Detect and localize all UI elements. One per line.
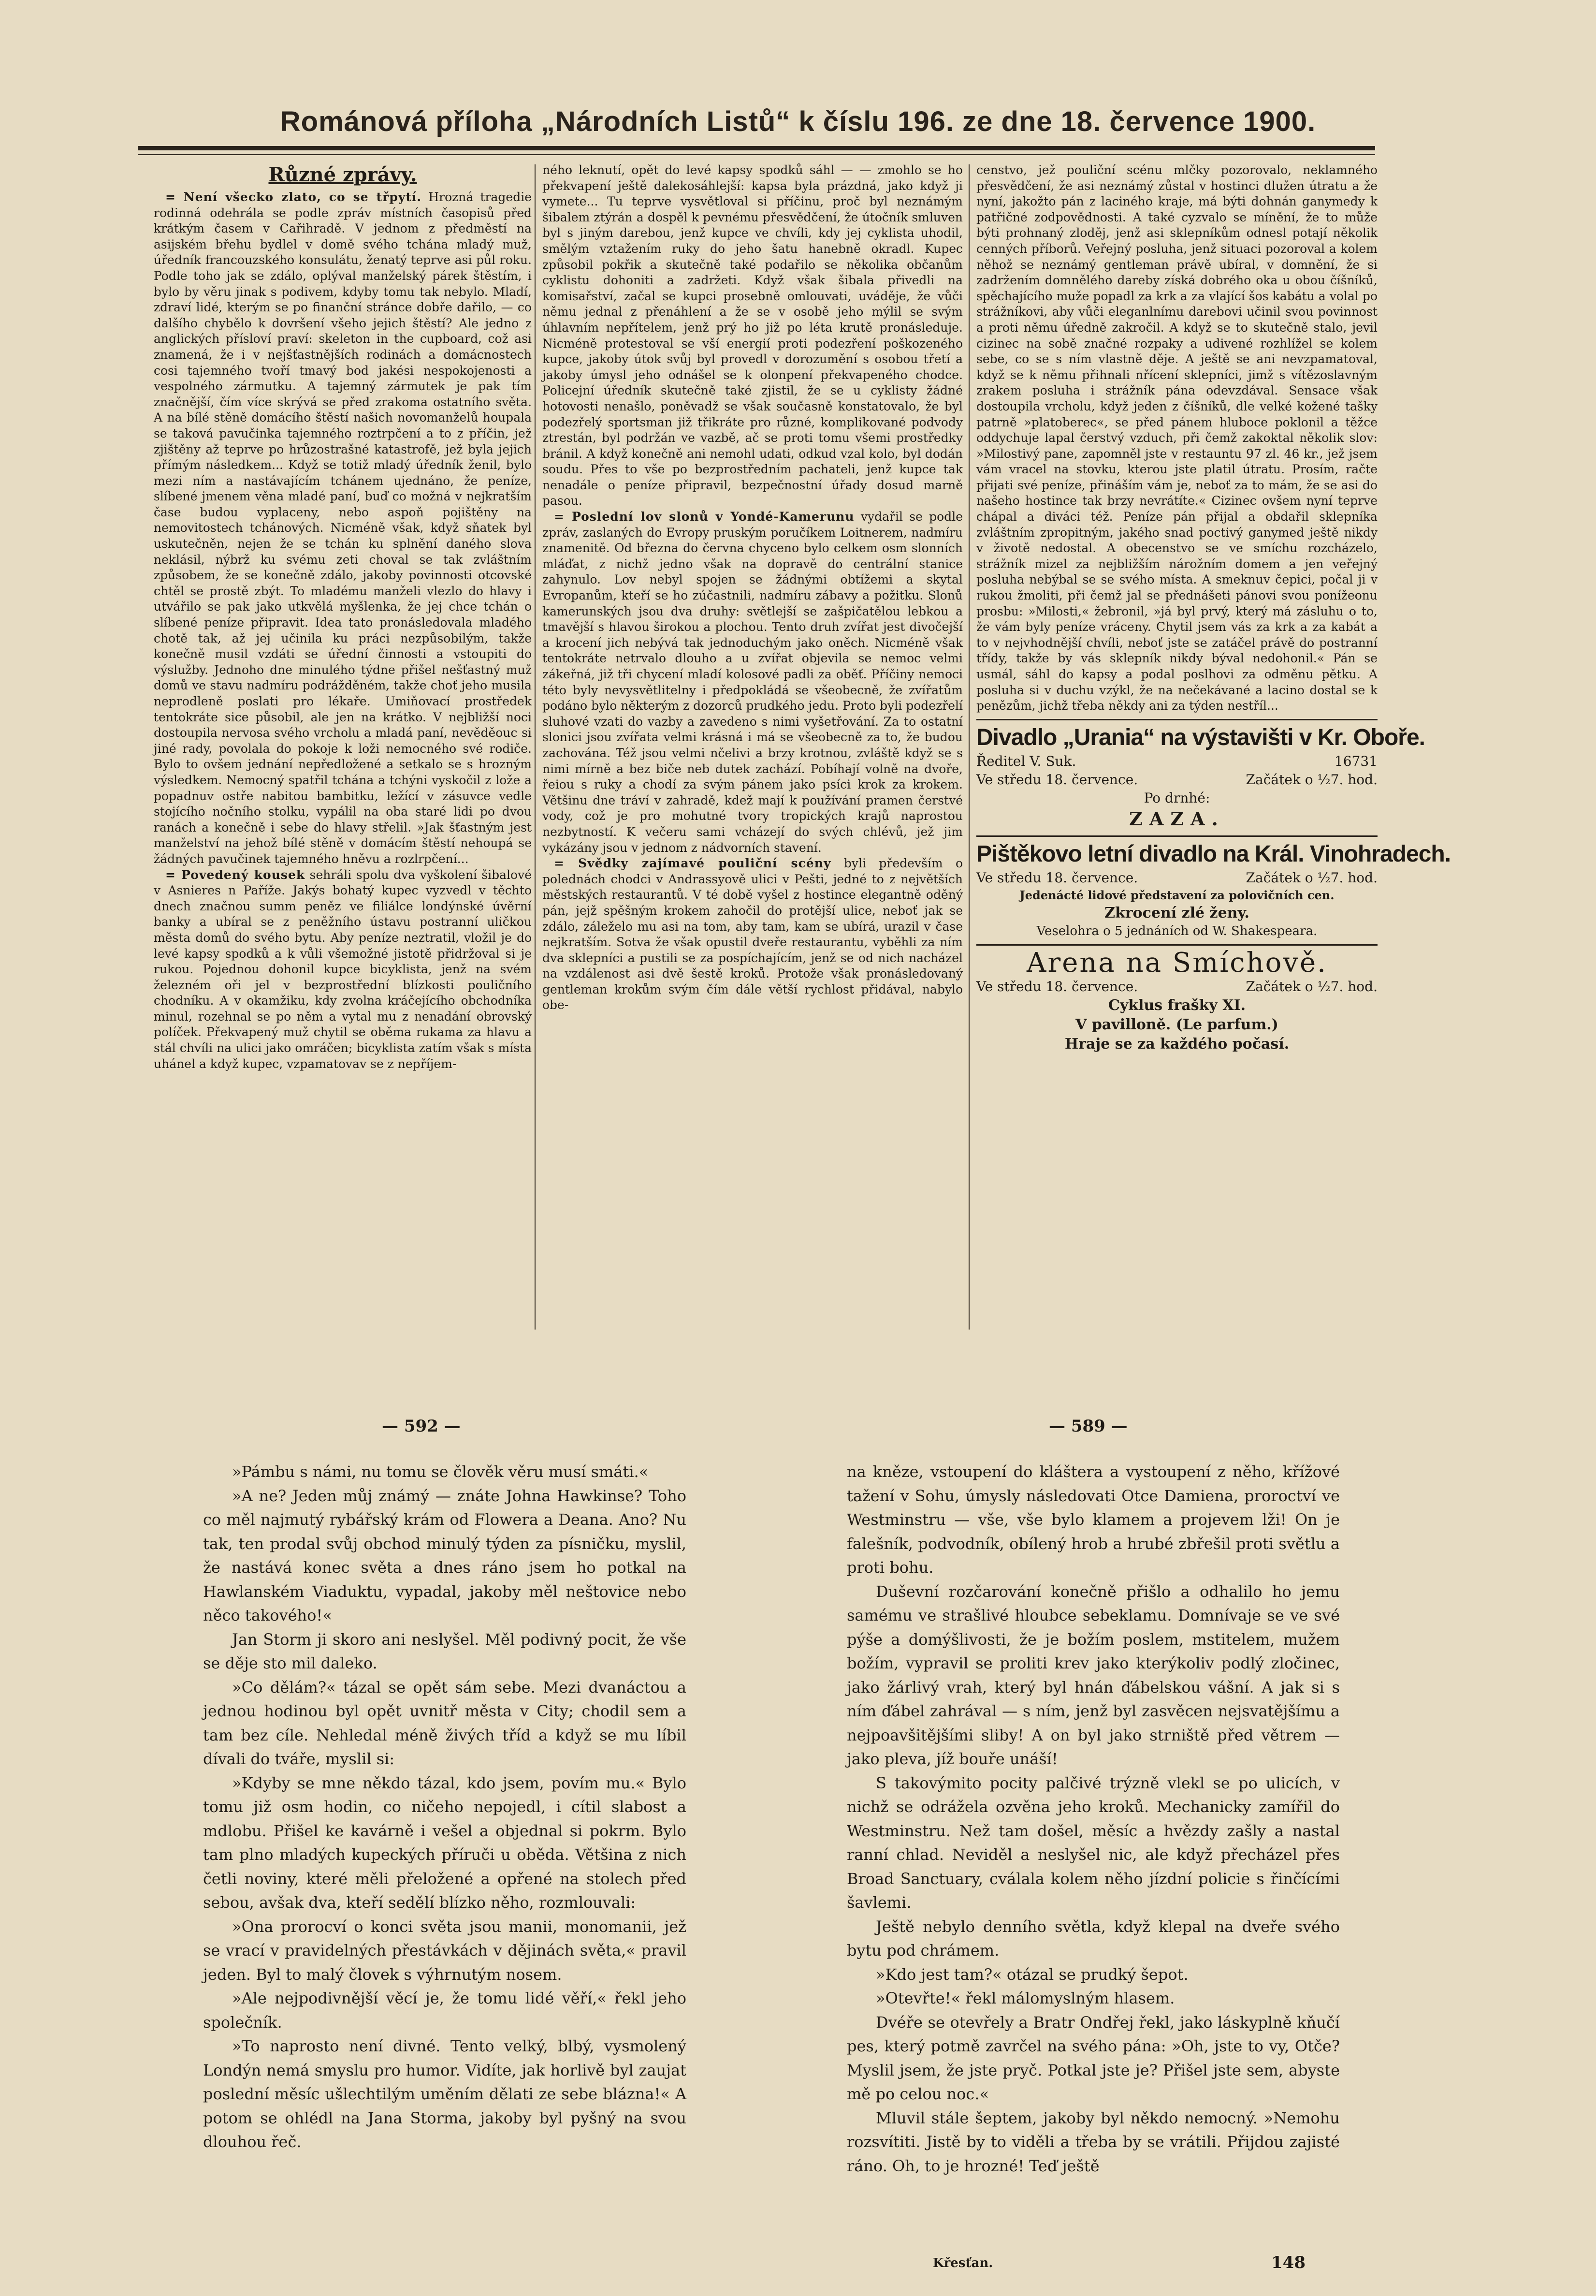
theatre-date: Ve středu 18. července. bbox=[976, 978, 1138, 994]
theatre-arena bbox=[976, 944, 1378, 1054]
article-paragraph bbox=[542, 509, 963, 856]
theatre-name: Arena na Smíchově. bbox=[976, 944, 1378, 978]
novel-paragraph: Jan Storm ji skoro ani neslyšel. Měl podivný pocit, že vše se děje sto mil daleko. bbox=[203, 1630, 686, 1672]
article-paragraph bbox=[154, 190, 532, 867]
theatre-date: Ve středu 18. července. bbox=[976, 869, 1138, 886]
article-text: censtvo, jež pouliční scénu mlčky pozorovalo, neklamného přesvědčení, že asi neznámý zůstal v hostinci dlužen útratu a že nyní, jakožto pán z laciného kraje, má býti dohnán ganymedy k patřičné zodpovědnosti. A také cyzvalo se mínění, že to může býti prohnaný zloděj, jenž asi sklepníkům odnesl potají několik cenných příborů. Veřejný posluha, jenž situaci pozoroval a kolem něhož se neznámý gentleman právě ubíral, v domnění, že si zadržením domnělého dareby získá dobrého oka u obou číšníků, spěchajícího muže popadl za krk a za vlající šos kabátu a volal po strážníkovi, aby vůči eleganlnímu darebovi učinil svou povinnost a proti němu úředně zakročil. A když se to skutečně stalo, jevil cizinec na sobě značné rozpaky a udivené rozhlížel se kolem sebe, co se s ním vlastně děje. A ještě se ani nevzpamatoval, když se k němu přihnali nřícení sklepníci, jimž s vítězoslavným zrakem posluha i strážník pána odevzdával. Sensace však dostoupila vrcholu, když jeden z číšníků, dle velké kožené tašky patrně »platoberec«, se před pánem hluboce poklonil a těžce oddychuje lapal čerstvý vzduch, při čemž zakoktal několik slov: »Milostivý pane, zapomněl jste v restauntu 97 zl. 46 kr., jež jsem vám vracel na stovku, kterou jste platil útratu. Prosím, račte přijati své peníze, přináším vám je, neboť za to mám, že se asi do našeho hostince tak brzy nevrátíte.« Cizinec ovšem nyní teprve chápal a diváci též. Peníze pán přijal a obdařil sklepníka zvláštním zpropitným, jakého snad poctivý ganymed ještě nikdy v životě nedostal. A obecenstvo se ve smíchu rozcházelo, strážník mizel za nejbližším nárožním domem a jen veřejný posluha nebýbal se se svého místa. A smeknuv čepici, počal ji v rukou žmoliti, při čemž jal se přednášeti pánovi svou ponížeonu prosbu: »Milosti,« žebronil, »já byl prvý, který má zásluhu o to, že vám byly peníze vráceny. Chytil jsem vás za krk a za kabát a to v nejvhodnější chvíli, neboť jste se zatáčel právě do postranní třídy, takže by vás sklepník nikdy býval nedohonil.« Pán se usmál, sáhl do kapsy a podal poslhovi za odměnu pětku. A posluha si v duchu vzýkl, že na nečekávané a lacino dostal se k penězům, jichž třeba někdy ani za týden nestříl... bbox=[976, 163, 1378, 713]
article-paragraph bbox=[154, 867, 532, 1072]
theatre-start: Začátek o ½7. hod. bbox=[1246, 978, 1378, 994]
theatre-date: Ve středu 18. července. bbox=[976, 771, 1138, 788]
footer-page-number: 148 bbox=[1271, 2253, 1306, 2272]
theatre-urania bbox=[976, 719, 1425, 831]
novel-paragraph: »Co dělám?« tázal se opět sám sebe. Mezi dvanáctou a jednou hodinou byl opět uvnitř města v City; chodil sem a tam bez cíle. Nehledal méně živých tříd a když se mu líbil dívali do tváře, myslil si: bbox=[203, 1678, 686, 1768]
article-paragraph bbox=[542, 162, 963, 509]
theatre-performance: Jedenácté lidové představení za polovičních cen. bbox=[1019, 888, 1335, 902]
novel-paragraph: S takovýmito pocity palčivé trýzně vlekl se po ulicích, v nichž se odrážela ozvěna jeho kroků. Mechanicky zamířil do Westminstru. Než tam došel, měsíc a hvězdy zašly a nastal ranní chlad. Neviděl a neslyšel nic, ale když přecházel přes Broad Sanctuary, cválala kolem něho jízdní policie s řinčícími šavlemi. bbox=[847, 1773, 1340, 1912]
theatre-start: Začátek o ½7. hod. bbox=[1246, 771, 1378, 788]
novel-paragraph: Mluvil stále šeptem, jakoby byl někdo nemocný. »Nemohu rozsvítiti. Jistě by to viděli a třeba by se vrátili. Přijdou zajisté ráno. Oh, to je hrozné! Teď ještě bbox=[847, 2108, 1340, 2175]
article-text: vydařil se podle zpráv, zaslaných do Evropy pruským poručíkem Loitnerem, nadmíru znamenitě. Od března do června chyceno bylo celkem osm slonních mláďat, z nichž jedno však na dopravě do centrální stanice zahynulo. Lov nebyl spojen se žádnými obtížemi a skytal Evropanům, kteří se ho zúčastnili, nadmíru zábavy a požitku. Slonů kamerunských jsou dva druhy: světlejší se zašpičatělou lebkou a tmavější s hlavou širokou a plochou. Tento druh zvířat jest divočejší a krocení jich nebývá tak jednoduchým jako oněch. Nicméně však tentokráte netrvalo dlouho a u zvířat objevila se nemoc velmi zákeřná, již tři chycení mladí kolosové padli za oběť. Příčiny nemoci této byly nevysvětlitelny i předpokládá se všeobecně, že zvířatům podáno bylo některým z dozorců prudkého jedu. Proto byli podezřelí sluhové vzati do vazby a zavedeno s nimi vyšetřování. Za to ostatní slonici jsou zvířata velmi krásná i má se všeobecně za to, že budou zachována. Též jsou velmi nčelivi a brzy krotnou, zvláště když se s nimi mírně a bez biče neb dutek zachází. Pobíhají volně na dvoře, řeiou s ruky a chodí za svým pánem jako psíci krok za krokem. Většinu dne tráví v zahradě, kdež mají k používání pramen čerstvé vody, což je pro mohutné tvory tropických krajů naprostou nezbytností. K večeru sami vcházejí do svých chlévů, jež jim vykázány jsou v jednom z nádvorních stavení. bbox=[542, 510, 963, 855]
novel-paragraph: »A ne? Jeden můj známý — znáte Johna Hawkinse? Toho co měl najmutý rybářský krám od Flowera a Deana. Ano? Nu tak, ten prodal svůj obchod minulý týden za písničku, myslil, že nastává konec světa a dnes ráno jsem ho potkal na Hawlanském Viaduktu, vypadal, jakoby měl neštovice nebo něco takového!« bbox=[203, 1486, 686, 1624]
novel-text-left bbox=[203, 1460, 686, 2154]
column-divider bbox=[535, 164, 536, 1330]
theatre-date-row bbox=[976, 978, 1378, 996]
column-3 bbox=[976, 162, 1451, 1332]
novel-paragraph: »Kdo jest tam?« otázal se prudký šepot. bbox=[876, 1965, 1189, 1984]
header-rule-thin bbox=[138, 154, 1375, 155]
novel-paragraph: »Ona prorocví o konci světa jsou manii, monomanii, jež se vrací v pravidelných přestávkách v dějinách světa,« pravil jeden. Byl to malý človek s výhrnutým nosem. bbox=[203, 1917, 686, 1984]
novel-paragraph: »To naprosto není divné. Tento velký, blbý, vysmolený Londýn nemá smyslu pro humor. Vidíte, jak horlivě byl zaujat poslední měsíc ušlechtilým uměním dělati ze sebe blázna!« A potom se ohlédl na Jana Storma, jakoby byl pyšný na svou dlouhou řeč. bbox=[203, 2037, 686, 2151]
column-1 bbox=[154, 162, 532, 1332]
section-title: Různé zprávy. bbox=[268, 163, 417, 186]
novel-paragraph: »Otevřte!« řekl málomyslným hlasem. bbox=[876, 1989, 1175, 2007]
article-text: sehráli spolu dva vyškolení šibalové v Asnieres n Paříže. Jakýs bohatý kupec vyzvedl v těchto dnech značnou summ peněz ve filiálce londýnské úvěrní banky a ubíral se z peněžního ústavu postranní uličkou města domů do svého bytu. Aby peníze neztratil, vložil je do levé kapsy spodků a k vůli všemožné jistotě přidržoval si je rukou. Pojednou dohonil kupce bicyklista, jenž na svém železném oři jel v bezprostřední blízkosti pouličního chodníku. A v okamžiku, kdy zvolna kráčejícího obchodníka minul, rozehnal se po něm a vytal mu z nenadání obrovský políček. Překvapený muž chytil se oběma rukama za hlavu a stál chvíli na ulici jako omráčen; bicyklista zatím však s místa uhánel a když kupec, vzpamatovav se z nepříjem- bbox=[154, 867, 532, 1071]
theatre-date-row bbox=[976, 771, 1378, 789]
article-paragraph bbox=[976, 162, 1378, 714]
novel-paragraph: Duševní rozčarování konečně přišlo a odhalilo ho jemu samému ve strašlivé hloubce sebeklamu. Domnívaje se ve své pýše a domýšlivosti, že je božím poslem, mstitelem, mužem božím, vypravil se proliti krev jako kterýkoliv podlý zločinec, jako žárlivý vrah, který byl hnán ďábelskou vášní. A jak si s ním ďábel zahrával — s ním, jenž byl zasvěcen nejsvatějšímu a nejpoavšitějšími sliby! A on byl jako strniště před větrem — jako pleva, jíž bouře unáší! bbox=[847, 1582, 1340, 1768]
theatre-line: Hraje se za každého počasí. bbox=[1064, 1035, 1290, 1053]
theatre-play: ZAZA. bbox=[1129, 807, 1225, 830]
column-2 bbox=[542, 162, 963, 1332]
theatre-note: Po drnhé: bbox=[1144, 790, 1210, 806]
theatre-director: Ředitel V. Suk. bbox=[976, 753, 1076, 769]
footer-signature: Křesťan. bbox=[933, 2256, 993, 2270]
article-heading: = Povedený kousek bbox=[165, 867, 305, 882]
novel-paragraph: »Pámbu s námi, nu tomu se člověk věru musí smáti.« bbox=[232, 1462, 649, 1481]
novel-paragraph: »Kdyby se mne někdo tázal, kdo jsem, povím mu.« Bylo tomu již osm hodin, co ničeho nepojedl, i cítil slabost a mdlobu. Přišel ke kavárně i vešel a objednal si pokrm. Bylo tam plno mladých kupeckých příruči u oběda. Většina z nich četli noviny, které měli přeložené a opřené na stolech před sebou, avšak dva, kteří sedělí blízko něho, rozmlouvali: bbox=[203, 1773, 686, 1912]
novel-paragraph: na kněze, vstoupení do kláštera a vystoupení z něho, křížové tažení v Sohu, úmysly následovati Otce Damiena, proroctví ve Westminstru — vše, vše bylo klamem a projevem lži! On je falešník, podvodník, obílený hrob a hrubé zbřešil proti světlu a proti bohu. bbox=[847, 1462, 1340, 1577]
theatre-line: V pavilloně. (Le parfum.) bbox=[1075, 1016, 1278, 1033]
article-heading: = Poslední lov slonů v Yondé-Kamerunu bbox=[554, 510, 855, 524]
article-heading: = Svědky zajímavé pouliční scény bbox=[554, 856, 831, 871]
novel-paragraph: Dvéře se otevřely a Bratr Ondřej řekl, jako láskyplně kňučí pes, který potmě zavrčel na svého pána: »Oh, jste to vy, Otče? Myslil jsem, že jste pryč. Potkal jste je? Přišel jste sem, abyste mě po celou noc.« bbox=[847, 2013, 1340, 2103]
page-header-title: Románová příloha „Národních Listů“ k číslu 196. ze dne 18. července 1900. bbox=[280, 106, 1316, 137]
theatre-line: Cyklus frašky XI. bbox=[1108, 996, 1246, 1014]
theatre-name: Divadlo „Urania“ na výstavišti v Kr. Oboře. bbox=[976, 719, 1378, 752]
article-text: Hrozná tragedie rodinná odehrála se podle zpráv místních časopisů před krátkým časem v Cařihradě. V jednom z předměstí na asijském břehu bydlel v domě svého tchána mladý muž, úředník francouzského konsulátu, ženatý teprve asi půl roku. Podle toho jak se zdálo, oplýval manželský párek štěstím, i bylo by věru jinak s podivem, kdyby tomu tak nebylo. Mladí, zdraví lidé, kterým se po finanční stránce dobře dařilo, — co dalšího chybělo k dovršení všeho jejich štěstí? Ale jedno z anglických přísloví praví: skeleton in the cupboard, což asi znamená, že i v nejšťastnějších rodinách a domácnostech cosi tajemného tvoří tmavý bod jakési nespokojenosti a vespolného zármutku. A tajemný zármutek je pak tím značnější, čím více skrývá se před zrakoma ostatního světa. A na bílé stěně domácího štěstí našich novomanželů houpala se taková pavučinka tajemného roztrpčení a to z příčin, jež zjištěny až teprve po hrůzostrašné katastrofě, jež byla jejich přímým následkem... Když se totiž mladý úředník ženil, bylo mezi ním a nastávajícím tchánem ujednáno, že peníze, slíbené jmenem věna mladé paní, buď co možná v nejkratším čase budou vyplaceny, nebo aspoň pojištěny na nemovitostech tchánových. Nicméně však, když sňatek byl uskutečněn, nejen že se tchán ku splnění daného slova neklásil, nýbrž ku svému zeti choval se tak zvláštním způsobem, že se konečně zdálo, jakoby povinnosti otcovské chtěl se prostě zbýt. To mladému manželi vlezlo do hlavy i utvářilo se pak jako utkvělá myšlenka, že jej chce tchán o slíbené peníze připravit. Idea tato pronásledovala mladého chotě tak, až jej učinila ku práci nezpůsobilým, takže konečně musil vzdáti se úřední činnosti a vstoupiti do výslužby. Jednoho dne minulého týdne přišel nešťastný muž domů ve stavu nadmíru podrážděném, takže choť jeho musila neprodleně poslati pro lékaře. Umiňovací prostředek tentokráte sice působil, ale jen na krátko. V nejbližší noci dostoupila nervosa svého vrcholu a mladá paní, nevěděouc si jiné rady, povolala do pokoje k loži nemocného své rodiče. Bylo to ovšem jednání nepředložené a setkalo se s hrozným výsledkem. Nemocný spatřil tchána a tchýni vyskočil z lože a popadnuv ostře nabitou bambitku, ležící v zásuvce vedle stojícího nočního stolku, vypálil na oba staré lidi po dvou ranách a konečně i sebe do hlavy střelil. »Jak šťastným jest manželství na jehož bílé stěně v domácím štěstí nehoupá se žádných pavučinek tajemného hněvu a rozlrpčení... bbox=[154, 190, 532, 866]
article-text: byli především o polednách chodci v Andrassyově ulici v Pešti, jedné to z největších městských restaurantů. V té době vyšel z hostince elegantně oděný pán, jejž spěšným krokem zahočil do protější ulice, neboť jak se zdálo, záleželo mu asi na tom, aby tam, kam se ubírá, urazil v čase nejkratším. Sotva že však opustil dveře restaurantu, vyběhli za ním dva sklepníci a pustili se za pospíchajícím, jenž se od nich nacházel na vzdálenost asi dvě šestě kroků. Protože však pronásledovaný gentleman krokům svým čím dále větší rychlost přidával, nabylo obe- bbox=[542, 856, 963, 1012]
theatre-pistek bbox=[976, 835, 1451, 939]
page-number-left: — 592 — bbox=[382, 1417, 461, 1436]
theatre-date-row bbox=[976, 869, 1378, 887]
article-text: ného leknutí, opět do levé kapsy spodků sáhl — — zmohlo se ho překvapení ještě dalekosáhlejší: kapsa byla prázdná, jako když ji vymete... Tu teprve vysvětloval si příčinu, proč byl neznámým šibalem ztýrán a dospěl k pevnému přesvědčení, že útočník smluven byl s jiným darebou, jenž kupce ve chvíli, kdy jej cyklista uhodil, smělým vztažením ruky do jeho šatu hanebně okradl. Kupec způsobil pokřik a skutečně také podařilo se několika občanům cyklistu dohoniti a zadržeti. Když však šibala přivedli na komisařství, začal se kupci prosebně omlouvati, uváděje, že vůči němu jednal z přenáhlení a že se v osobě jeho mýlil se svým úhlavním nepřítelem, jenž prý ho již po léta krutě pronásleduje. Nicméně protestoval se vší energií proti podezření poškozeného kupce, jakoby útok svůj byl provedl v dorozumění s osobou třetí a jakoby úmysl jeho odnášel se k olonpení překvapeného chodce. Policejní úředník skutečně také zjistil, že se u cyklisty žádné hotovosti nenašlo, poněvadž se však současně konstatovalo, že byl podezřelý sportsman již třikráte pro různé, komplikované podvody ztrestán, byl podržán ve vazbě, ač se proti tomu všemi prostředky bránil. A když konečně ani nemohl udati, odkud vzal kolo, byl dodán soudu. Přes to vše po bezprostředním pachateli, jenž kupce tak nenadále o peníze připravil, bezpečnostní úřady dosud marně pasou. bbox=[542, 163, 963, 508]
theatre-number: 16731 bbox=[1334, 753, 1378, 769]
novel-text-right bbox=[847, 1460, 1340, 2178]
article-paragraph bbox=[542, 856, 963, 1013]
theatre-description: Veselohra o 5 jednáních od W. Shakespeara. bbox=[1036, 923, 1318, 938]
theatre-name: Pištěkovo letní divadlo na Král. Vinohradech. bbox=[976, 835, 1378, 869]
novel-paragraph: »Ale nejpodivnější věcí je, že tomu lidé věří,« řekl jeho společník. bbox=[203, 1989, 686, 2032]
page-number-right: — 589 — bbox=[1049, 1417, 1128, 1436]
novel-paragraph: Ještě nebylo denního světla, když klepal na dveře svého bytu pod chrámem. bbox=[847, 1917, 1340, 1960]
theatre-start: Začátek o ½7. hod. bbox=[1246, 869, 1378, 886]
theatre-play: Zkrocení zlé ženy. bbox=[1104, 904, 1249, 921]
theatre-director-row bbox=[976, 752, 1378, 771]
column-divider bbox=[969, 164, 970, 1330]
header-rule-thick bbox=[138, 146, 1375, 150]
article-heading: = Není všecko zlato, co se třpytí. bbox=[165, 190, 422, 204]
